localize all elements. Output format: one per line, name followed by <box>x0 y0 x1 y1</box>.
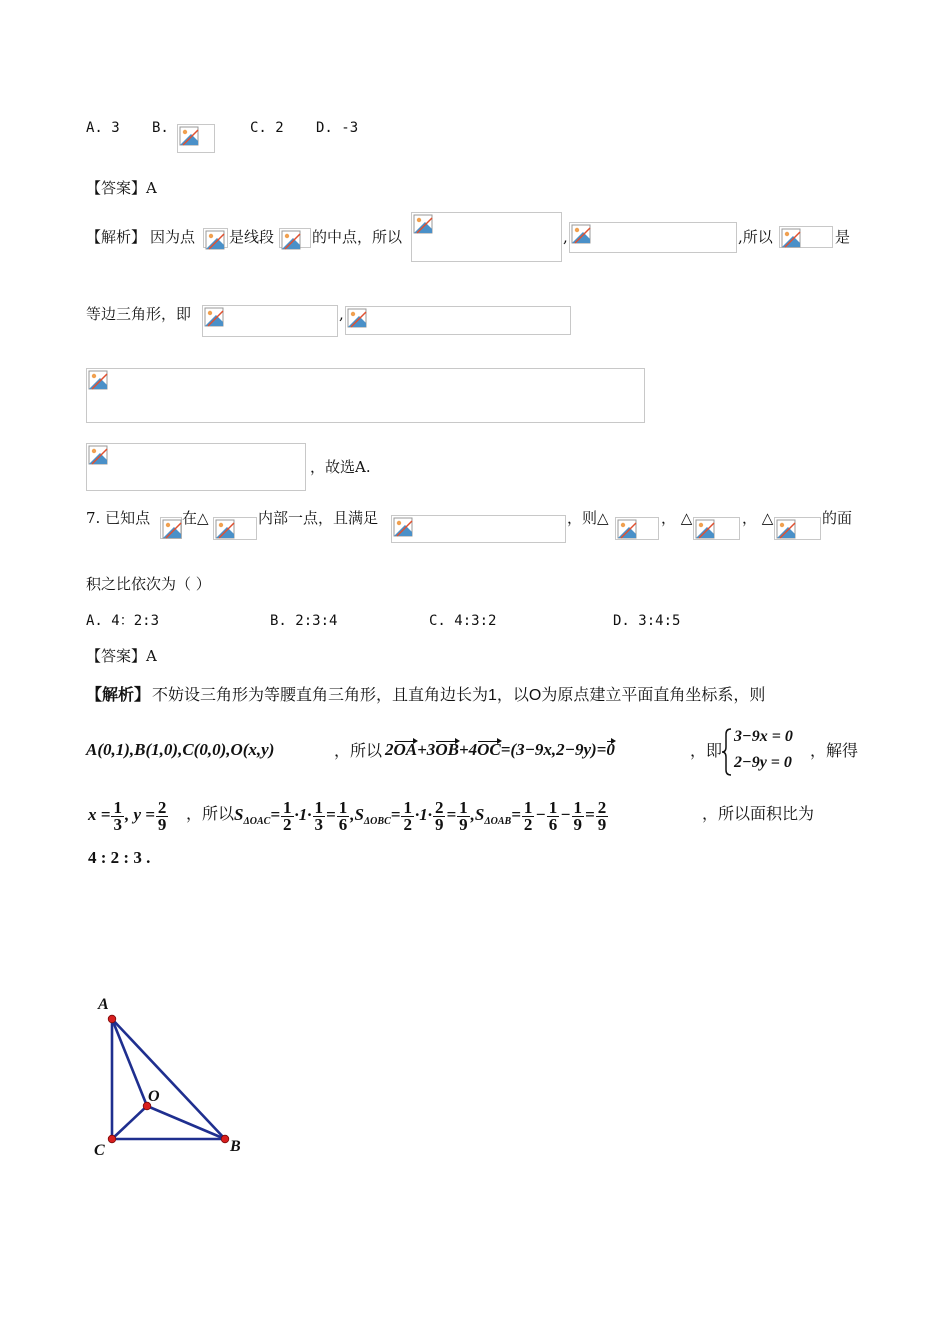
segment-ob <box>147 1106 225 1139</box>
point-c <box>108 1135 116 1143</box>
q6-text: 因为点 <box>150 228 196 246</box>
eq: = <box>511 805 521 824</box>
q7-stem: 积之比依次为（ ） <box>86 575 211 593</box>
q6-option-d: D. -3 <box>316 120 359 136</box>
label-a: A <box>98 996 109 1013</box>
subscript: ΔOBC <box>363 816 391 827</box>
left-brace-icon <box>722 728 732 776</box>
denominator: 6 <box>338 814 348 834</box>
q7-stem: ， △ <box>742 509 774 527</box>
image-placeholder <box>203 228 228 248</box>
segment-ao <box>112 1019 147 1106</box>
q6-option-b: B. <box>152 120 169 136</box>
coef: 2 <box>385 740 394 759</box>
eq: = <box>390 805 401 824</box>
broken-image-icon <box>88 445 108 465</box>
minus: − <box>560 805 571 824</box>
fraction <box>433 797 446 834</box>
broken-image-icon <box>413 214 433 234</box>
numerator: 2 <box>434 797 444 817</box>
coordinates-formula: A(0,1),B(1,0),C(0,0),O(x,y) <box>86 740 275 759</box>
denominator: 9 <box>157 814 167 834</box>
q6-final: ，故选A. <box>310 458 371 476</box>
segment-oc <box>112 1106 147 1139</box>
broken-image-icon <box>781 228 801 248</box>
broken-image-icon <box>88 370 108 390</box>
vector-sum-formula <box>385 740 615 760</box>
numerator: 1 <box>459 797 468 817</box>
label-o: O <box>148 1088 160 1105</box>
subscript: ΔOAB <box>484 816 512 827</box>
fraction <box>156 797 169 834</box>
image-placeholder <box>774 517 821 540</box>
fraction <box>337 797 350 834</box>
numerator: 1 <box>573 797 582 817</box>
dot: ·1· <box>294 805 312 824</box>
broken-image-icon <box>215 519 235 539</box>
q7-text: ，所以 <box>186 806 235 823</box>
q6-text: 的中点，所以 <box>312 228 403 246</box>
fraction <box>572 797 585 834</box>
image-placeholder <box>86 443 306 491</box>
q7-stem: 的面 <box>822 509 853 527</box>
numerator: 1 <box>548 797 558 817</box>
numerator: 1 <box>113 797 122 817</box>
image-placeholder <box>615 517 659 540</box>
numerator: 1 <box>523 797 533 817</box>
vector-oa: OA <box>393 740 418 759</box>
q7-jiexi-text: 不妨设三角形为等腰直角三角形，且直角边长为1，以O为原点建立平面直角坐标系，则 <box>152 687 766 704</box>
solution-formula <box>88 796 169 834</box>
q7-stem: 7. 已知点 <box>86 509 151 527</box>
broken-image-icon <box>617 519 637 539</box>
q7-option-c: C. 4:3:2 <box>429 613 497 629</box>
broken-image-icon <box>347 308 367 328</box>
broken-image-icon <box>571 224 591 244</box>
dot: ·1· <box>414 805 432 824</box>
q7-text: ，即 <box>690 743 723 760</box>
q6-comma: , <box>339 305 344 323</box>
fraction <box>111 797 124 834</box>
area-formula <box>234 796 609 841</box>
fraction <box>281 797 294 834</box>
s: S <box>354 805 364 824</box>
image-placeholder <box>160 517 182 539</box>
fraction <box>547 797 560 834</box>
q6-option-a: A. 3 <box>86 120 120 136</box>
eq: = <box>446 805 457 824</box>
denominator: 9 <box>597 814 607 834</box>
numerator: 1 <box>314 797 323 817</box>
equation-system-row: 2−9y = 0 <box>734 754 792 771</box>
vector-eq: =(3−9x,2−9y)= <box>500 740 607 759</box>
x-eq: x = <box>88 805 111 824</box>
image-placeholder <box>86 368 645 423</box>
fraction <box>401 797 414 834</box>
q7-option-a: A. 4：2:3 <box>86 613 160 629</box>
denominator: 6 <box>548 814 558 834</box>
numerator: 1 <box>283 797 292 817</box>
q7-stem: 在△ <box>182 509 209 527</box>
denominator: 2 <box>523 814 533 834</box>
q6-text: 是线段 <box>229 228 275 246</box>
comma: , <box>470 805 475 824</box>
subscript: ΔOAC <box>243 816 271 827</box>
image-placeholder <box>177 124 215 153</box>
image-placeholder <box>213 517 257 540</box>
numerator: 2 <box>157 797 167 817</box>
q7-option-b: B. 2:3:4 <box>270 613 338 629</box>
q7-text: ，所以面积比为 <box>702 806 815 823</box>
s: S <box>234 805 244 824</box>
denominator: 9 <box>434 814 444 834</box>
denominator: 2 <box>403 814 412 834</box>
q6-text: 等边三角形，即 <box>86 305 192 323</box>
zero-vector: 0 <box>606 740 615 759</box>
area-ratio: 4 : 2 : 3 . <box>88 848 151 867</box>
q6-option-c: C. 2 <box>250 120 284 136</box>
y-eq: , y = <box>124 805 155 824</box>
numerator: 2 <box>597 797 607 817</box>
q7-answer: 【答案】A <box>86 647 157 665</box>
broken-image-icon <box>776 519 796 539</box>
eq: = <box>585 805 595 824</box>
broken-image-icon <box>162 519 182 539</box>
broken-image-icon <box>179 126 199 146</box>
comma: , <box>350 805 355 824</box>
q7-jiexi-label: 【解析】 <box>86 687 151 704</box>
q7-text: ，所以 <box>334 743 383 760</box>
eq: = <box>270 805 280 824</box>
image-placeholder <box>202 305 338 337</box>
vector-ob: OB <box>435 740 459 759</box>
numerator: 1 <box>403 797 412 817</box>
denominator: 2 <box>283 814 292 834</box>
fraction <box>457 797 470 834</box>
q7-text: ，解得 <box>810 743 859 760</box>
minus: − <box>535 805 546 824</box>
broken-image-icon <box>204 307 224 327</box>
denominator: 3 <box>113 814 122 834</box>
denominator: 9 <box>573 814 582 834</box>
q6-jiexi-label: 【解析】 <box>86 228 147 246</box>
denominator: 3 <box>314 814 323 834</box>
fraction <box>313 797 326 834</box>
broken-image-icon <box>281 230 301 250</box>
image-placeholder <box>693 517 740 540</box>
equation-system-row: 3−9x = 0 <box>734 728 793 745</box>
broken-image-icon <box>695 519 715 539</box>
q7-option-d: D. 3:4:5 <box>613 613 681 629</box>
triangle-figure <box>80 985 270 1170</box>
fraction <box>596 797 609 834</box>
q7-stem: ，则△ <box>567 509 609 527</box>
point-b <box>221 1135 229 1143</box>
fraction <box>522 797 535 834</box>
broken-image-icon <box>205 230 225 250</box>
label-b: B <box>230 1138 241 1155</box>
q6-text: ,所以 <box>738 228 773 246</box>
s: S <box>474 805 485 824</box>
coef: +4 <box>458 740 478 759</box>
segment-ab <box>112 1019 225 1139</box>
eq: = <box>326 805 336 824</box>
image-placeholder <box>779 226 833 248</box>
image-placeholder <box>279 228 311 248</box>
q6-comma: , <box>563 228 568 246</box>
q7-stem: ， △ <box>661 509 693 527</box>
q6-answer: 【答案】A <box>86 179 157 197</box>
vector-oc: OC <box>477 740 501 759</box>
image-placeholder <box>411 212 562 262</box>
broken-image-icon <box>393 517 413 537</box>
coef: +3 <box>417 740 436 759</box>
q6-text: 是 <box>835 228 851 246</box>
label-c: C <box>94 1142 105 1159</box>
image-placeholder <box>391 515 566 543</box>
image-placeholder <box>345 306 571 335</box>
numerator: 1 <box>338 797 348 817</box>
q7-stem: 内部一点，且满足 <box>258 509 379 527</box>
denominator: 9 <box>459 814 468 834</box>
point-a <box>108 1015 116 1023</box>
image-placeholder <box>569 222 737 253</box>
